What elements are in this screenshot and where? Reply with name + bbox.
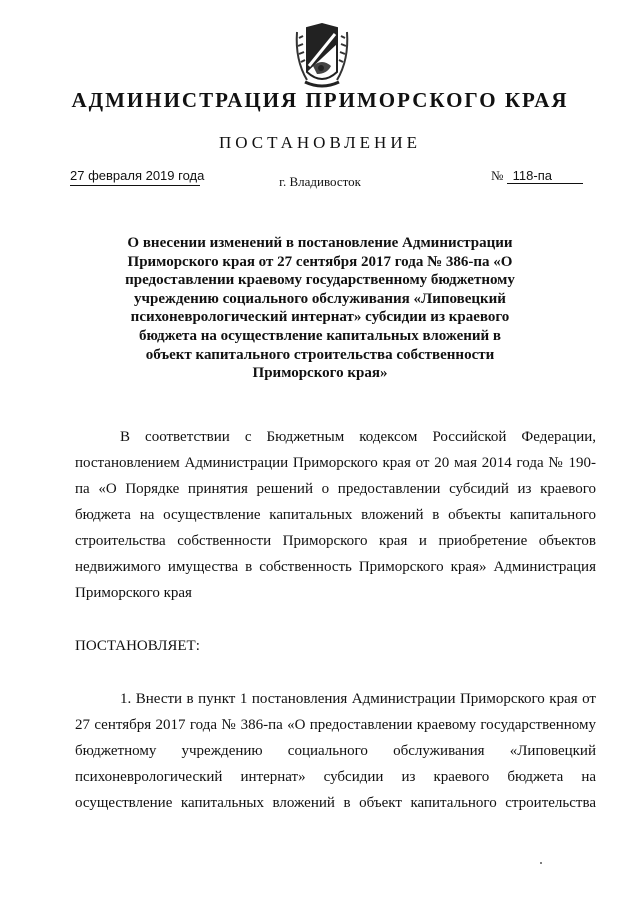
number-label: № <box>491 168 504 183</box>
document-subject: О внесении изменений в постановление Администрации Приморского края от 27 сентября 2017 года № 386-па «О предоставлении краевому государственному бюджетному учреждению социального обслуживания «Липовецкий психоневрологический интернат» субсидии из краевого бюджета на осуществление капитальных вложений в объект капитального строительства собственности Приморского края» <box>125 235 515 382</box>
number-value: 118-па <box>507 168 583 184</box>
document-city: г. Владивосток <box>279 174 361 189</box>
document-type: ПОСТАНОВЛЕНИЕ <box>218 133 421 152</box>
document-date: 27 февраля 2019 года <box>70 168 200 186</box>
organization-title: АДМИНИСТРАЦИЯ ПРИМОРСКОГО КРАЯ <box>71 88 569 112</box>
decree-heading: ПОСТАНОВЛЯЕТ: <box>75 638 200 654</box>
clause-paragraph: 1. Внести в пункт 1 постановления Администрации Приморского края от 27 сентября 2017 года № 386-па «О предоставлении краевому государственному бюджетному учреждению социального обслуживания «Липовецкий психоневрологический интернат» субсидии из краевого бюджета на осуществление капитальных вложений в объект капитального строительства <box>75 691 596 811</box>
coat-of-arms-icon <box>293 22 351 90</box>
document-number <box>491 168 583 184</box>
preamble-paragraph: В соответствии с Бюджетным кодексом Российской Федерации, постановлением Администрации Приморского края от 20 мая 2014 года № 190-па «О Порядке принятия решений о предоставлении субсидий из краевого бюджета на осуществление капитальных вложений в объекты капитального строительства собственности Приморского края и приобретение объектов недвижимого имущества в собственность Приморского края» Администрация Приморского края <box>75 429 596 601</box>
scan-speck <box>540 862 542 864</box>
